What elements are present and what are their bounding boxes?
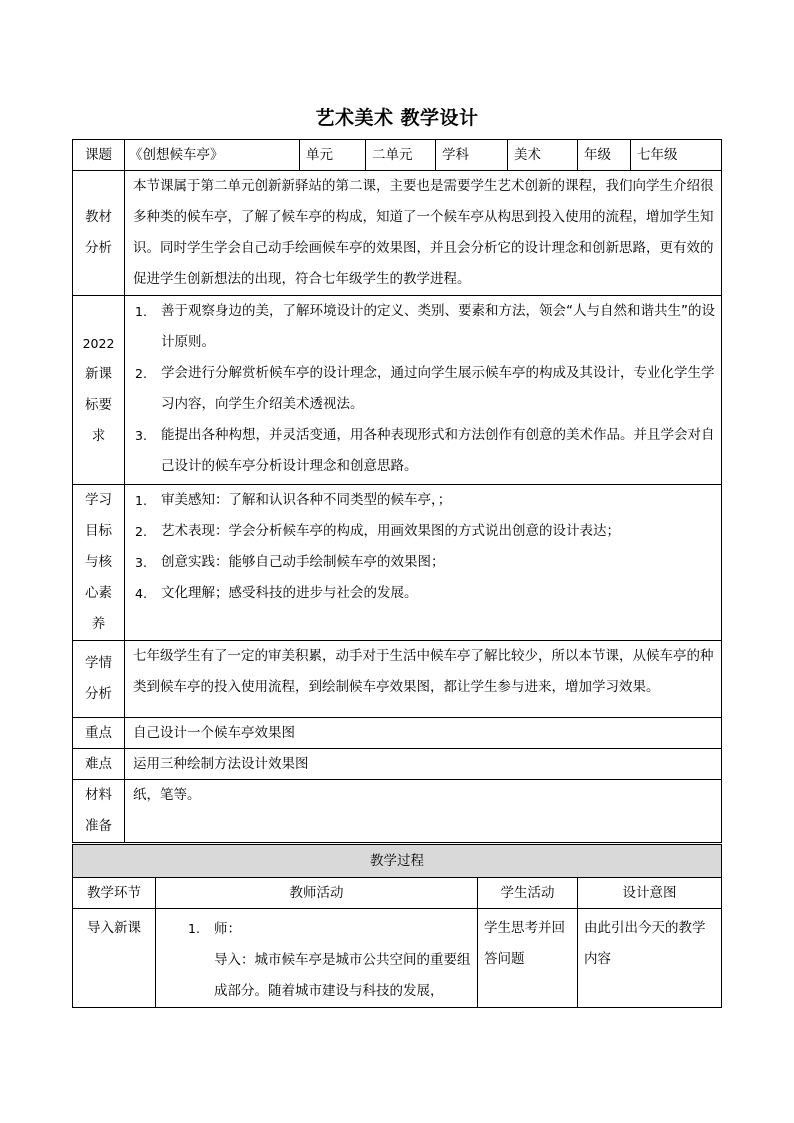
- lesson-label: 课题: [73, 140, 125, 171]
- list-item: 4. 文化理解；感受科技的进步与社会的发展。: [135, 585, 418, 601]
- materials-label: 材料 准备: [73, 780, 125, 843]
- learner-analysis-row: [73, 641, 722, 718]
- materials-row: [73, 780, 722, 843]
- column-header: 设计意图: [578, 878, 722, 909]
- list-item: 1. 善于观察身边的美，了解环境设计的定义、类别、要素和方法，领会“人与自然和谐共生”的设计原则。: [135, 303, 715, 350]
- list-item: 2. 艺术表现：学会分析候车亭的构成，用画效果图的方式说出创意的设计表达；: [135, 523, 620, 539]
- lesson-info-table: [72, 139, 722, 843]
- list-item: 2. 学会进行分解赏析候车亭的设计理念，通过向学生展示候车亭的构成及其设计，专业化学生学习内容，向学生介绍美术透视法。: [135, 365, 715, 412]
- difficulty-label: 难点: [73, 749, 125, 780]
- material-analysis-text: 本节课属于第二单元创新新驿站的第二课，主要也是需要学生艺术创新的课程，我们向学生介绍很多种类的候车亭，了解了候车亭的构成，知道了一个候车亭从构思到投入使用的流程，增加学生知识。同时学生学会自己动手绘画候车亭的效果图，并且会分析它的设计理念和创新思路，更有效的促进学生创新想法的出现，符合七年级学生的教学进程。: [125, 171, 722, 296]
- grade-value: 七年级: [631, 140, 722, 171]
- subject-label: 学科: [436, 140, 508, 171]
- stage-cell: 导入新课: [73, 909, 156, 1008]
- difficulty-row: [73, 749, 722, 780]
- page-title: 艺术美术 教学设计: [315, 107, 479, 129]
- materials-text: 纸，笔等。: [125, 780, 722, 843]
- difficulty-text: 运用三种绘制方法设计效果图: [125, 749, 722, 780]
- teaching-process-table: [72, 844, 722, 1008]
- process-columns-row: [73, 878, 722, 909]
- process-header: 教学过程: [73, 845, 722, 878]
- design-intent-cell: 由此引出今天的教学内容: [578, 909, 722, 1008]
- key-point-row: [73, 718, 722, 749]
- column-header: 教师活动: [156, 878, 478, 909]
- learner-analysis-text: 七年级学生有了一定的审美积累，动手对于生活中候车亭了解比较少，所以本节课，从候车亭的种类到候车亭的投入使用流程，到绘制候车亭效果图，都让学生参与进来，增加学习效果。: [125, 641, 722, 718]
- unit-label: 单元: [300, 140, 366, 171]
- key-point-text: 自己设计一个候车亭效果图: [125, 718, 722, 749]
- list-item: 3. 创意实践：能够自己动手绘制候车亭的效果图；: [135, 554, 445, 570]
- list-item: 1. 审美感知：了解和认识各种不同类型的候车亭，；: [135, 492, 452, 508]
- objectives-label: 学习 目标 与核 心素 养: [73, 485, 125, 641]
- column-header: 学生活动: [478, 878, 578, 909]
- curriculum-standards-list: [125, 296, 722, 485]
- key-point-label: 重点: [73, 718, 125, 749]
- objectives-list: [125, 485, 722, 641]
- subject-value: 美术: [508, 140, 578, 171]
- table-row: [73, 909, 722, 1008]
- material-analysis-row: [73, 171, 722, 296]
- column-header: 教学环节: [73, 878, 156, 909]
- material-analysis-label: 教材 分析: [73, 171, 125, 296]
- grade-label: 年级: [578, 140, 631, 171]
- lesson-value: 《创想候车亭》: [125, 140, 300, 171]
- header-row: [73, 140, 722, 171]
- curriculum-standards-label: 2022 新课 标要 求: [73, 296, 125, 485]
- curriculum-standards-row: [73, 296, 722, 485]
- teacher-activity-cell: 1. 师： 导入：城市候车亭是城市公共空间的重要组成部分。随着城市建设与科技的发展，: [156, 909, 478, 1008]
- objectives-row: [73, 485, 722, 641]
- student-activity-cell: 学生思考并回答问题: [478, 909, 578, 1008]
- unit-value: 二单元: [366, 140, 436, 171]
- process-header-row: [73, 845, 722, 878]
- list-item: 3. 能提出各种构想，并灵活变通，用各种表现形式和方法创作有创意的美术作品。并且学会对自己设计的候车亭分析设计理念和创意思路。: [135, 427, 715, 474]
- learner-analysis-label: 学情 分析: [73, 641, 125, 718]
